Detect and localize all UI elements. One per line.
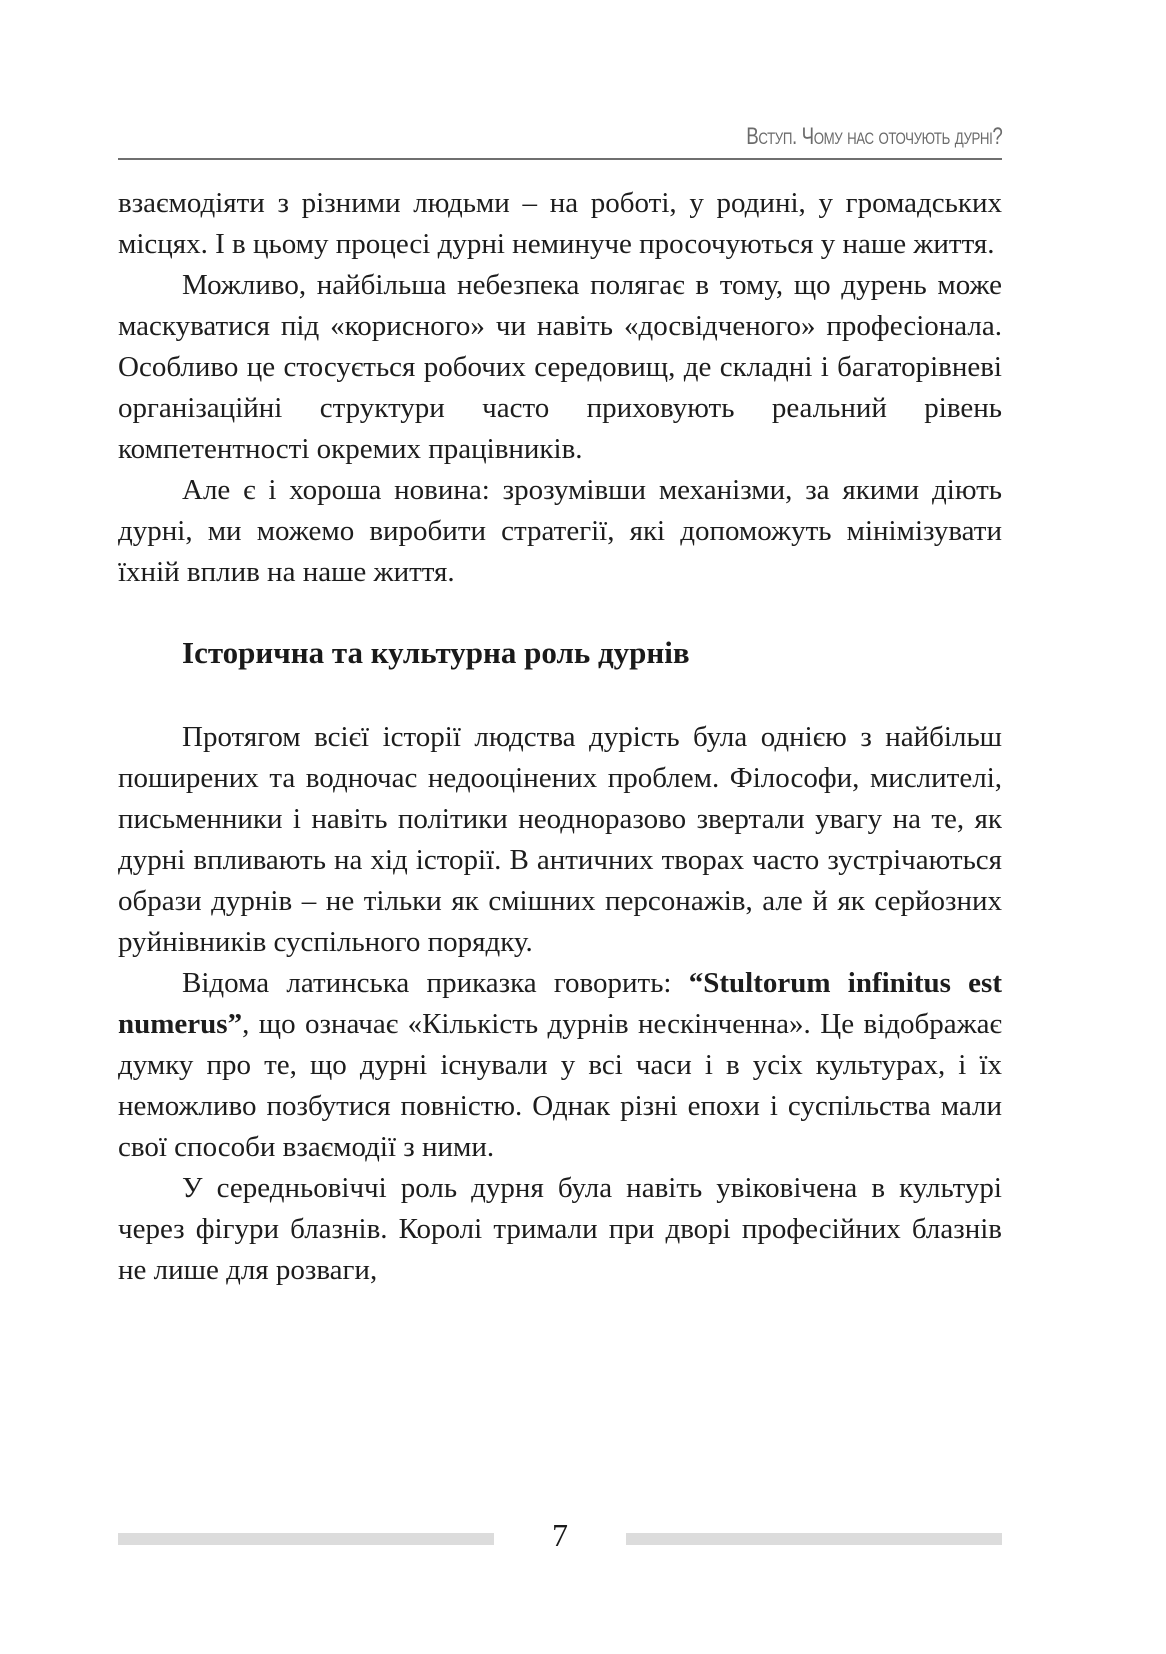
page-number: 7	[552, 1517, 568, 1553]
latin-phrase: “Stultorum infinitus est numerus”	[118, 967, 1002, 1040]
latin-saying-intro: Відома латинська приказка говорить:	[182, 967, 689, 999]
page-footer	[118, 1517, 1002, 1563]
paragraph-history: Протягом всієї історії людства дурість була однією з найбільш поширених та водночас недооцінених проблем. Філософи, мислителі, письменники і навіть політики неодноразово звертали увагу на те, як дурні впливають на хід історії. В античних творах часто зустрічаються образи дурнів – не тільки як смішних персонажів, але й як серйозних руйнівників суспільного порядку.	[118, 721, 1002, 958]
paragraph-middle-ages: У середньовіччі роль дурня була навіть увіковічена в культурі через фігури блазнів. Королі тримали при дворі професійних блазнів не лише для розваги,	[118, 1172, 1002, 1286]
paragraph-latin-saying	[118, 963, 1002, 1168]
running-head	[118, 120, 1002, 160]
paragraph-danger: Можливо, найбільша небезпека полягає в тому, що дурень може маскуватися під «корисного» чи навіть «досвідченого» професіонала. Особливо це стосується робочих середовищ, де складні і багаторівневі організаційні структури часто приховують реальний рівень компетентності окремих працівників.	[118, 269, 1002, 465]
latin-saying-explanation: , що означає «Кількість дурнів нескінченна». Це відображає думку про те, що дурні існували у всі часи і в усіх культурах, і їх неможливо позбутися повністю. Однак різні епохи і суспільства мали свої способи взаємодії з ними.	[118, 1008, 1002, 1163]
paragraph-continuation: взаємодіяти з різними людьми – на роботі, у родині, у громадських місцях. І в цьому процесі дурні неминуче просочуються у наше життя.	[118, 187, 1002, 260]
running-head-title: Вступ. Чому нас оточують дурні?	[745, 123, 1002, 150]
footer-rule-right	[626, 1533, 1002, 1545]
paragraph-good-news: Але є і хороша новина: зрозумівши механізми, за якими діють дурні, ми можемо виробити стратегії, які допоможуть мінімізувати їхній вплив на наше життя.	[118, 474, 1002, 588]
body-text	[118, 183, 1002, 1291]
section-heading: Історична та культурна роль дурнів	[182, 635, 690, 670]
